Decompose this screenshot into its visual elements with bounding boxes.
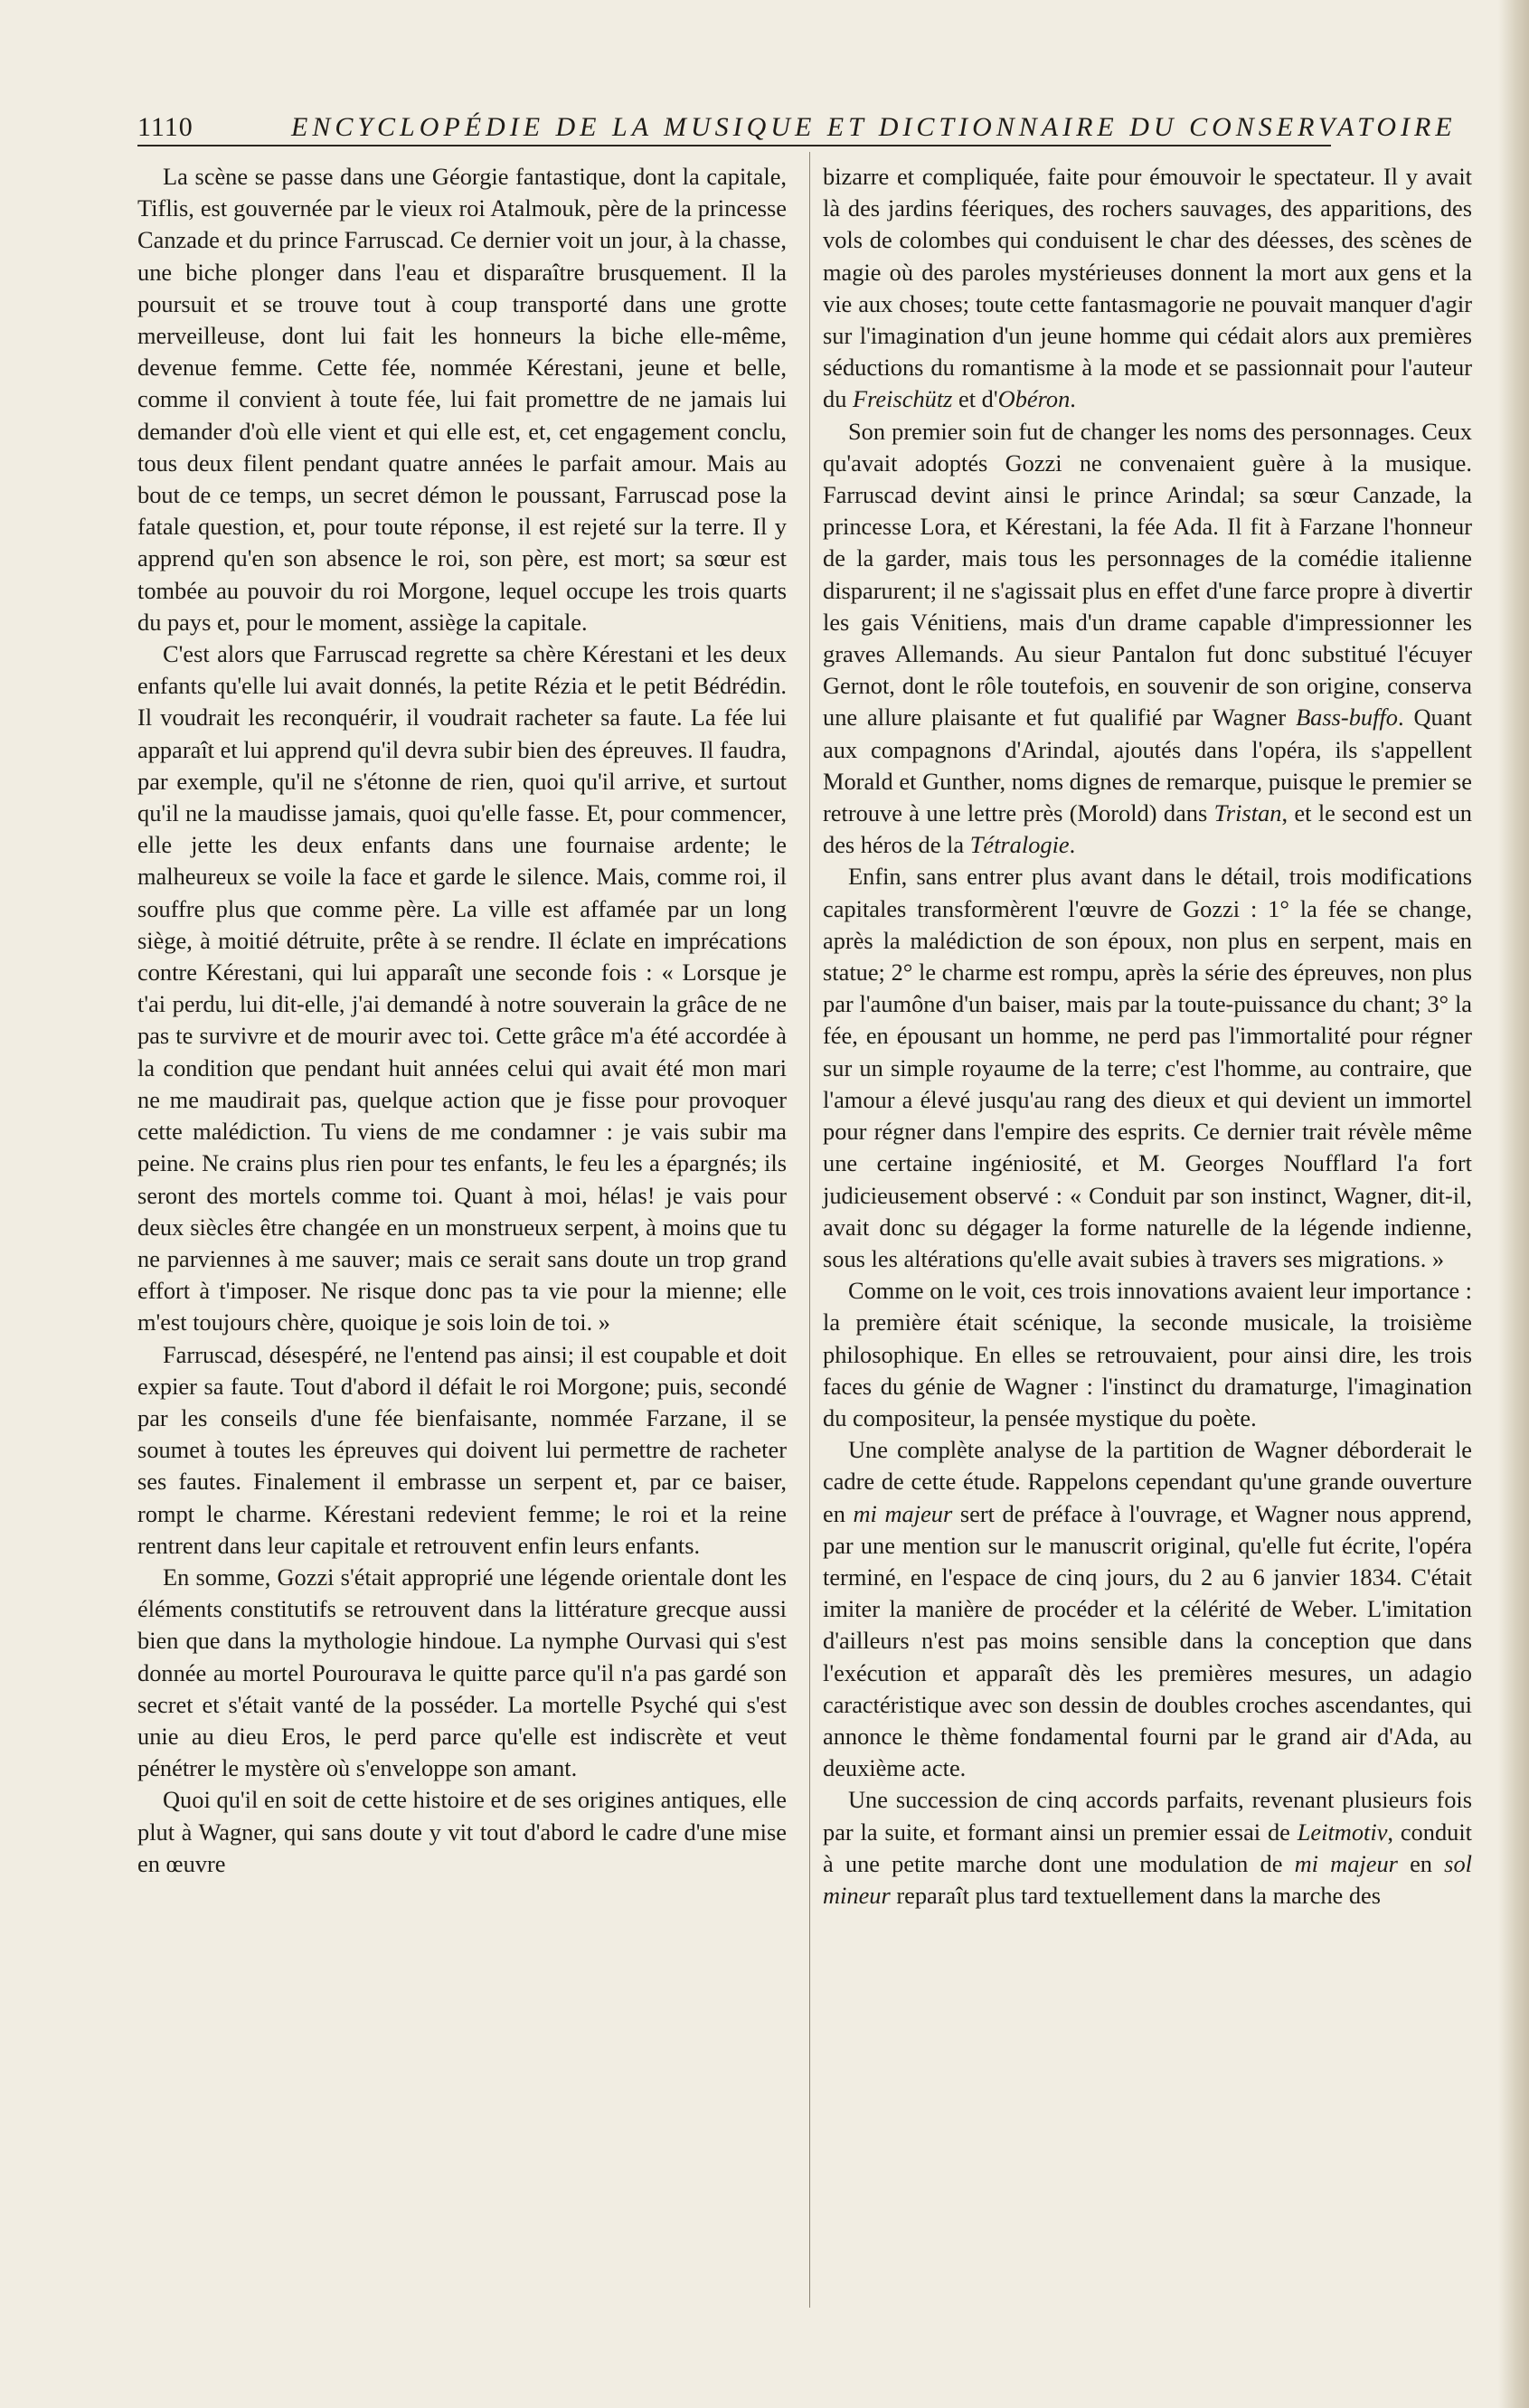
text-run: en [1397, 1849, 1445, 1877]
paragraph: La scène se passe dans une Géorgie fantastique, dont la capitale, Tiflis, est gouvernée par le vieux roi Atalmouk, père de la princesse Canzade et du prince Farruscad. Ce dernier voit un jour, à la chasse, une biche plonger dans l'eau et disparaître brusquement. Il la poursuit et se trouve tout à coup transporté dans une grotte merveilleuse, dont lui fait les honneurs la biche elle-même, devenue femme. Cette fée, nommée Kérestani, jeune et belle, comme il convient à toute fée, lui fait promettre de ne jamais lui demander d'où elle vient et qui elle est, et, cet engagement conclu, tous deux filent pendant quatre années le parfait amour. Mais au bout de ce temps, un secret démon le poussant, Farruscad pose la fatale question, et, pour toute réponse, il est rejeté sur la terre. Il y apprend qu'en son absence le roi, son père, est mort; sa sœur est tombée au pouvoir du roi Morgone, lequel occupe les trois quarts du pays et, pour le moment, assiège la capitale. [137, 163, 787, 636]
text-run: , et le second est un des héros de la [823, 799, 1472, 859]
text-run: et d' [952, 385, 998, 413]
text-run: Une succession de cinq accords parfaits, revenant plusieurs fois par la suite, et formant ainsi un premier essai de [823, 1786, 1472, 1846]
paragraph [823, 161, 1472, 416]
text-run: bizarre et compliquée, faite pour émouvoir le spectateur. Il y avait là des jardins féeriques, des rochers sauvages, des apparitions, des vols de colombes qui conduisent le char des déesses, des scènes de magie où des paroles mystérieuses donnent la mort aux gens et la vie aux choses; toute cette fantasmagorie ne pouvait manquer d'agir sur l'imagination d'un jeune homme qui cédait alors aux premières séductions du romantisme à la mode et se passionnait pour l'auteur du [823, 163, 1472, 413]
header-rule [137, 145, 1331, 146]
term-leitmotiv: Leitmotiv [1297, 1818, 1388, 1846]
paragraph: En somme, Gozzi s'était approprié une légende orientale dont les éléments constitutifs se retrouvent dans la littérature grecque aussi bien que dans la mythologie hindoue. La nymphe Ourvasi qui s'est donnée au mortel Pourourava le quitte parce qu'il n'a pas gardé son secret et s'était vanté de la posséder. La mortelle Psyché qui s'est unie au dieu Eros, le perd parce qu'elle est indiscrète et veut pénétrer le mystère où s'enveloppe son amant. [137, 1563, 787, 1782]
text-run: Une complète analyse de la partition de Wagner déborderait le cadre de cette étude. Rappelons cependant qu'une grande ouverture en [823, 1436, 1472, 1527]
paragraph: Comme on le voit, ces trois innovations avaient leur importance : la première était scénique, la seconde musicale, la troisième philosophique. En elles se retrouvaient, pour ainsi dire, les trois faces du génie de Wagner : l'instinct du dramaturge, l'imagination du compositeur, la pensée mystique du poète. [823, 1277, 1472, 1431]
column-divider [809, 152, 810, 2308]
paragraph: C'est alors que Farruscad regrette sa chère Kérestani et les deux enfants qu'elle lui avait donnés, la petite Rézia et le petit Bédrédin. Il voudrait les reconquérir, il voudrait racheter sa faute. La fée lui apparaît et lui apprend qu'il devra subir bien des épreuves. Il faudra, par exemple, qu'il ne s'étonne de rien, quoi qu'il arrive, et surtout qu'il ne la maudisse jamais, quoi qu'elle fasse. Et, pour commencer, elle jette les deux enfants dans une fournaise ardente; le malheureux se voile la face et garde le silence. Mais, comme roi, il souffre plus que comme père. La ville est affamée par un long siège, à moitié détruite, prête à se rendre. Il éclate en imprécations contre Kérestani, qui lui apparaît une seconde fois : « Lorsque je t'ai perdu, lui dit-elle, j'ai demandé à notre souverain la grâce de ne pas te survivre et de mourir avec toi. Cette grâce m'a été accordée à la condition que pendant huit années celui qui avait été mon mari ne me maudirait pas, quelque action que je fisse pour provoquer cette malédiction. Tu viens de me condamner : je vais subir ma peine. Ne crains plus rien pour tes enfants, le feu les a épargnés; ils seront des mortels comme toi. Quant à moi, hélas! je vais pour deux siècles être changée en un monstrueux serpent, à moins que tu ne parviennes à me sauver; mais ce serait sans doute un trop grand effort à t'imposer. Ne risque donc pas ta vie pour la mienne; elle m'est toujours chère, quoique je sois loin de toi. » [137, 640, 787, 1336]
paragraph: Farruscad, désespéré, ne l'entend pas ainsi; il est coupable et doit expier sa faute. Tout d'abord il défait le roi Morgone; puis, secondé par les conseils d'une fée bienfaisante, nommée Farzane, il se soumet à toutes les épreuves qui doivent lui permettre de racheter ses fautes. Finalement il embrasse un serpent et, par ce baiser, rompt le charme. Kérestani redevient femme; le roi et la reine rentrent dans leur capitale et retrouvent enfin leurs enfants. [137, 1340, 787, 1559]
paragraph [823, 416, 1472, 862]
page-number: 1110 [137, 112, 193, 142]
key-mi-majeur: mi majeur [853, 1499, 953, 1527]
text-run: . Quant aux compagnons d'Arindal, ajoutés dans l'opéra, ils s'appellent Morald et Gunther, noms dignes de remarque, puisque le premier se retrouve à une lettre près (Morold) dans [823, 704, 1472, 827]
key-sol-mineur: sol mineur [823, 1849, 1472, 1909]
text-run: . [1069, 831, 1076, 859]
text-run: reparaît plus tard textuellement dans la marche des [890, 1881, 1382, 1909]
page-edge-shadow [1498, 0, 1529, 2408]
work-title-freischutz: Freischütz [853, 385, 953, 413]
paragraph: Quoi qu'il en soit de cette histoire et de ses origines antiques, elle plut à Wagner, qui sans doute y vit tout d'abord le cadre d'une mise en œuvre [137, 1786, 787, 1877]
paragraph: Enfin, sans entrer plus avant dans le détail, trois modifications capitales transformèrent l'œuvre de Gozzi : 1° la fée se change, après la malédiction de son époux, non plus en serpent, mais en statue; 2° le charme est rompu, après la série des épreuves, non plus par l'aumône d'un baiser, mais par la toute-puissance du chant; 3° la fée, en épousant un homme, ne perd pas l'immortalité pour régner sur un simple royaume de la terre; c'est l'homme, au contraire, que l'amour a élevé jusqu'au rang des dieux et qui devient un immortel pour régner dans l'empire des esprits. Ce dernier trait révèle même une certaine ingéniosité, et M. Georges Noufflard l'a fort judicieusement observé : « Conduit par son instinct, Wagner, dit-il, avait donc su dégager la forme naturelle de la légende indienne, sous les altérations qu'elle avait subies à travers ses migrations. » [823, 863, 1472, 1272]
work-title-tristan: Tristan [1213, 799, 1282, 827]
text-run: . [1070, 385, 1076, 413]
right-column [823, 161, 1472, 1912]
left-column [137, 161, 787, 1880]
text-run: , conduit à une petite marche dont une modulation de [823, 1818, 1473, 1877]
work-title-tetralogie: Tétralogie [969, 831, 1070, 859]
paragraph [823, 1434, 1472, 1784]
running-title: ENCYCLOPÉDIE DE LA MUSIQUE ET DICTIONNAIRE DU CONSERVATOIRE [291, 112, 1457, 142]
term-bass-buffo: Bass-buffo [1296, 704, 1398, 732]
key-mi-majeur: mi majeur [1294, 1849, 1398, 1877]
work-title-oberon: Obéron [997, 385, 1071, 413]
text-run: sert de préface à l'ouvrage, et Wagner nous apprend, par une mention sur le manuscrit original, qu'elle fut écrite, l'opéra terminé, en l'espace de cinq jours, du 2 au 6 janvier 1834. C'était imiter la manière de procéder et la célérité de Weber. L'imitation d'ailleurs n'est pas moins sensible dans la conception que dans l'exécution et apparaît dès les premières mesures, un adagio caractéristique avec son dessin de doubles croches ascendantes, qui annonce le thème fondamental fourni par le grand air d'Ada, au deuxième acte. [823, 1499, 1472, 1782]
paragraph [823, 1784, 1472, 1912]
text-run: Son premier soin fut de changer les noms des personnages. Ceux qu'avait adoptés Gozzi ne convenaient guère à la musique. Farruscad devint ainsi le prince Arindal; sa sœur Canzade, la princesse Lora, et Kérestani, la fée Ada. Il fit à Farzane l'honneur de la garder, mais tous les personnages de la comédie italienne disparurent; il ne s'agissait plus en effet d'une farce propre à divertir les gais Vénitiens, mais d'un drame capable d'impressionner les graves Allemands. Au sieur Pantalon fut donc substitué l'écuyer Gernot, dont le rôle toutefois, en souvenir de son origine, conserva une allure plaisante et fut qualifié par Wagner [823, 417, 1472, 732]
